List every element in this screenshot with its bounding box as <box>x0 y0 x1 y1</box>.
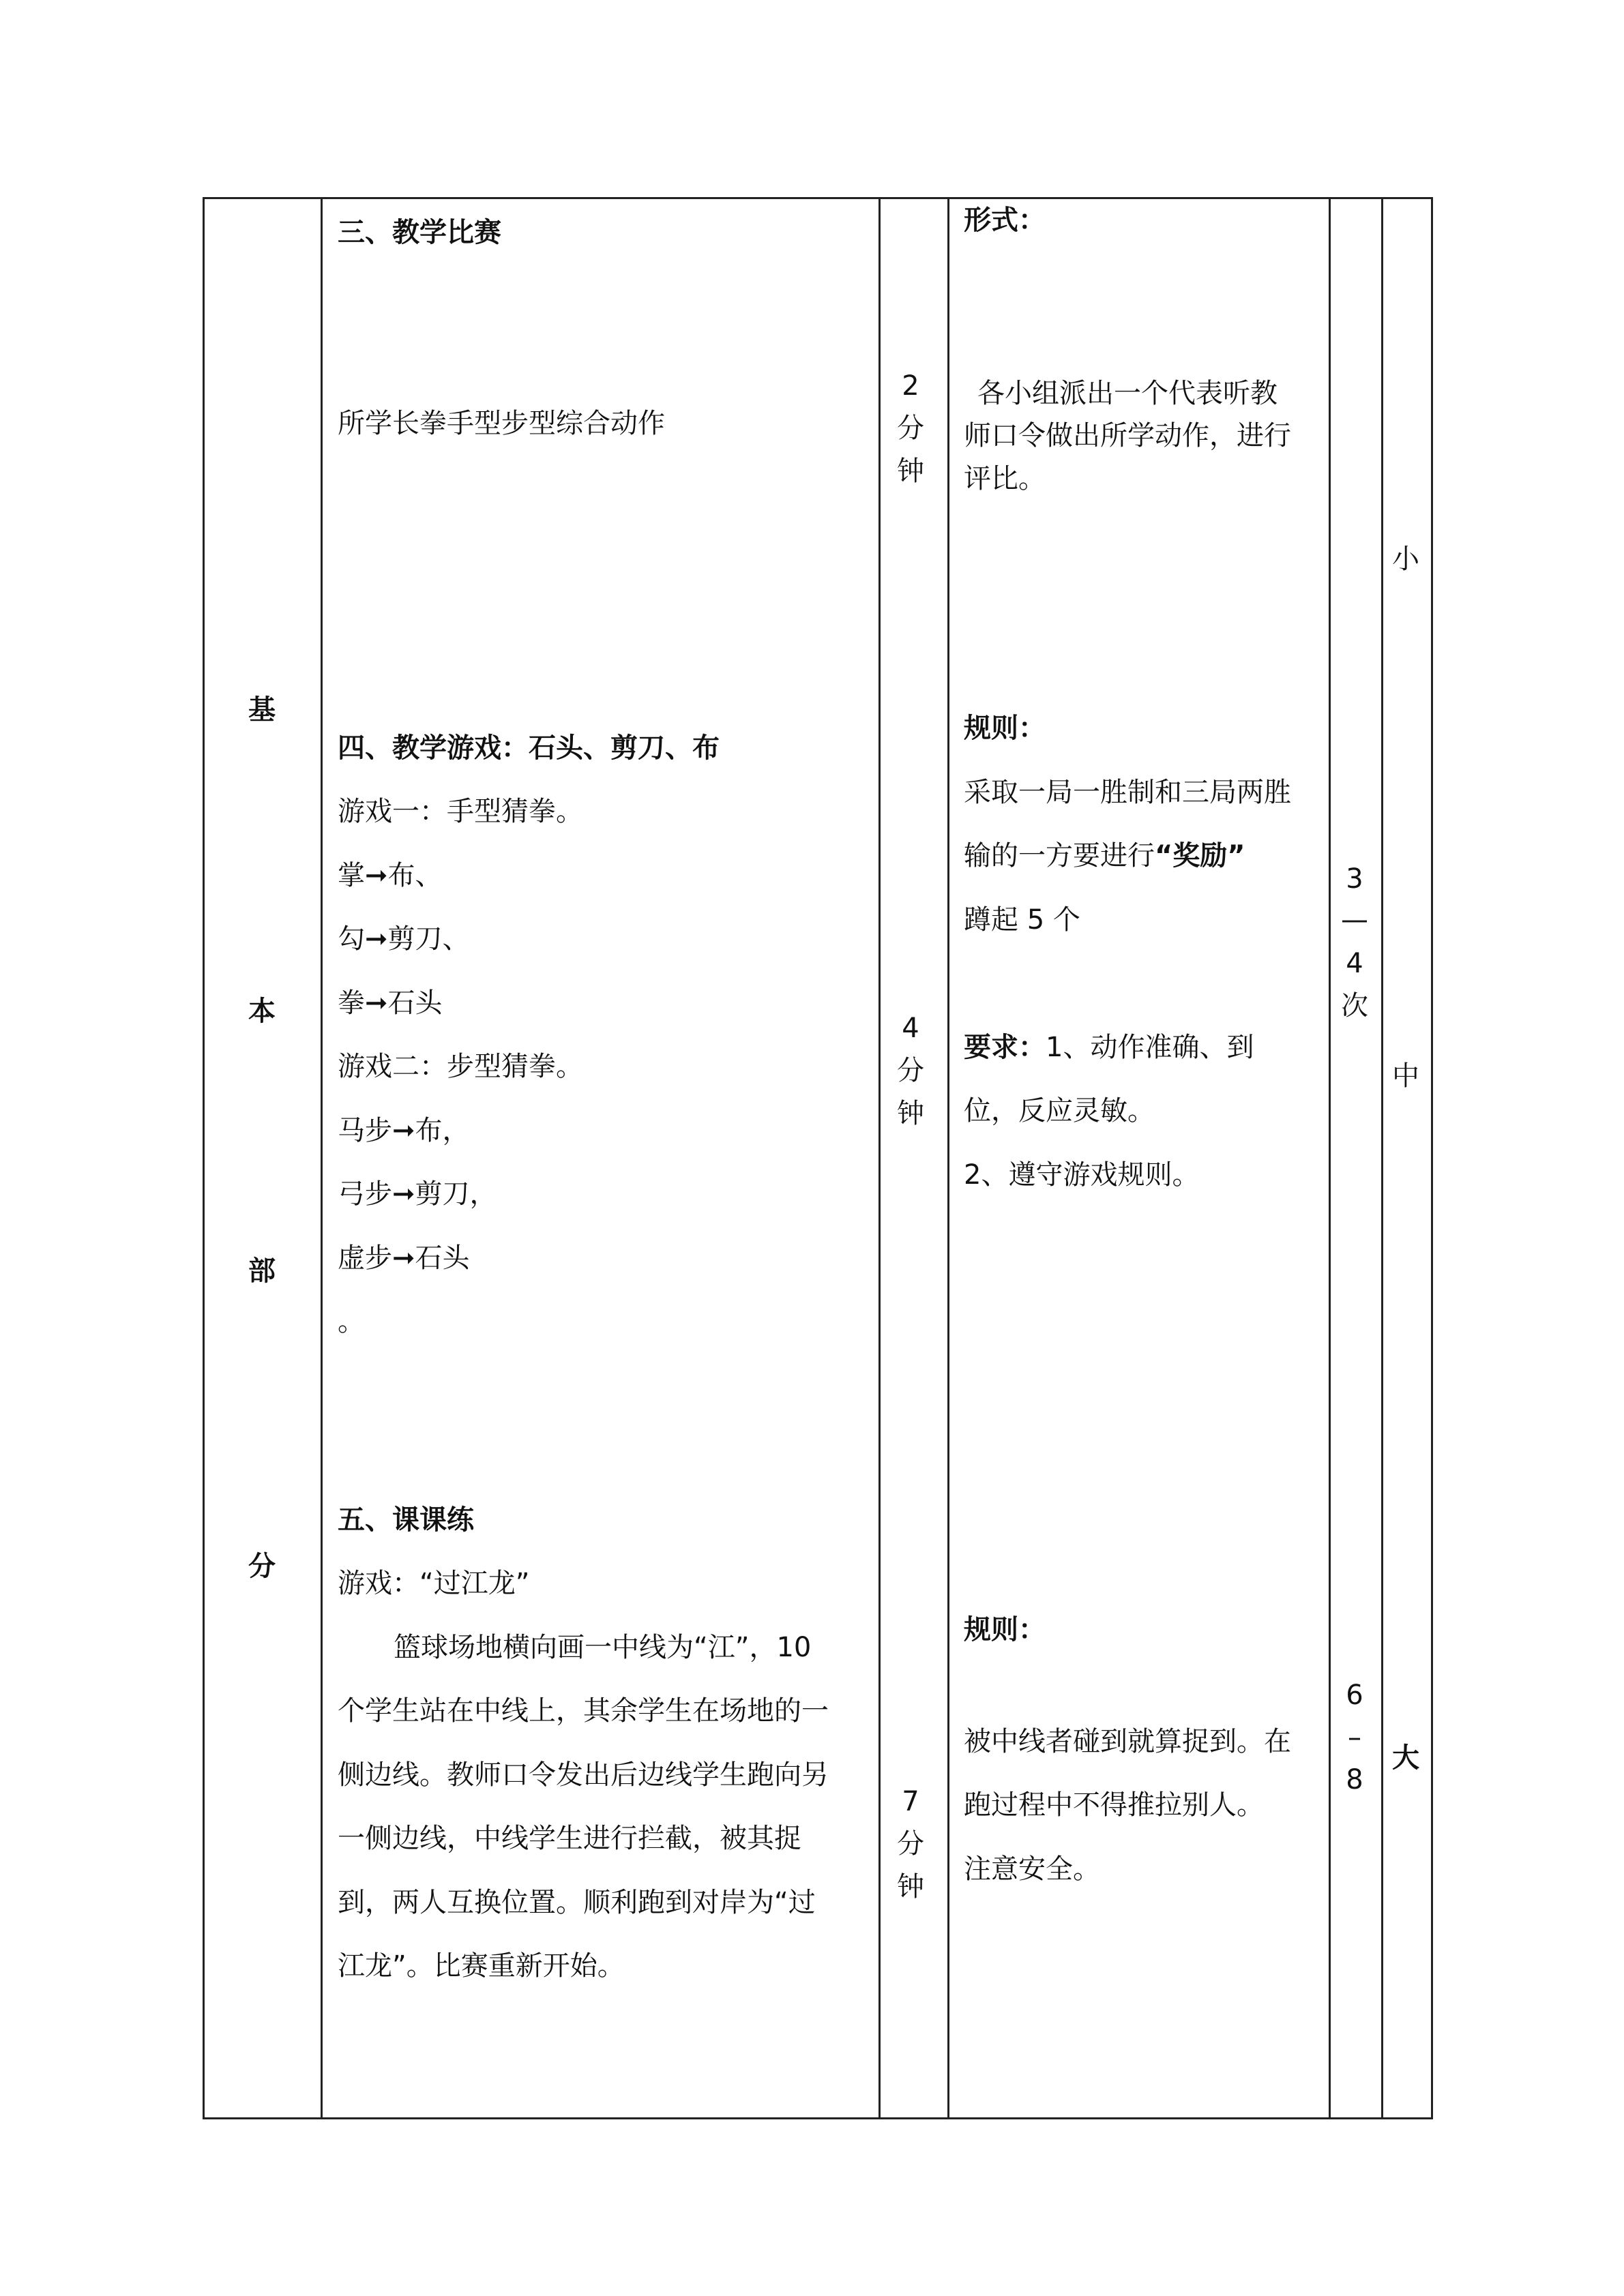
column-divider-3 <box>947 197 949 2119</box>
rule-label: 规则： <box>964 1614 1046 1645</box>
section-3-heading: 三、教学比赛 <box>338 217 501 248</box>
table-right-border <box>1431 197 1433 2119</box>
rule-line: 采取一局一胜制和三局两胜 <box>964 777 1291 808</box>
rule-line <box>964 839 1245 872</box>
form-label: 形式： <box>964 205 1046 236</box>
reward-emphasis: “奖励” <box>1155 840 1245 871</box>
section-label-char: 分 <box>248 1551 276 1582</box>
intensity-level: 大 <box>1392 1742 1419 1774</box>
section-4-line: 勾➞剪刀、 <box>338 923 470 955</box>
duration-unit-char: 钟 <box>897 1098 924 1129</box>
repetition-count: 6 <box>1346 1680 1363 1711</box>
requirement-text: 1、动作准确、到 <box>1046 1032 1254 1063</box>
section-5-line: 到，两人互换位置。顺利跑到对岸为“过 <box>338 1887 816 1918</box>
column-divider-4 <box>1329 197 1331 2119</box>
duration-value: 7 <box>902 1786 919 1817</box>
section-4-heading: 四、教学游戏：石头、剪刀、布 <box>338 732 720 764</box>
requirement-line: 2、遵守游戏规则。 <box>964 1159 1200 1191</box>
section-label-char: 本 <box>248 996 276 1027</box>
rule-line: 注意安全。 <box>964 1853 1100 1885</box>
intensity-level: 小 <box>1392 543 1419 575</box>
duration-unit-char: 分 <box>897 1055 924 1086</box>
section-4-line: 弓步➞剪刀， <box>338 1178 497 1210</box>
repetition-count: 8 <box>1346 1764 1363 1795</box>
requirement-label: 要求： <box>964 1032 1046 1063</box>
intensity-level: 中 <box>1392 1060 1419 1092</box>
form-line: 各小组派出一个代表听教 <box>977 378 1278 409</box>
column-divider-5 <box>1381 197 1383 2119</box>
table-left-border <box>203 197 205 2119</box>
section-5-line: 侧边线。教师口令发出后边线学生跑向另 <box>338 1759 829 1791</box>
section-5-game-title: 游戏：“过江龙” <box>338 1568 530 1599</box>
section-label-char: 部 <box>248 1255 276 1287</box>
section-5-line: 个学生站在中线上，其余学生在场地的一 <box>338 1695 829 1727</box>
section-5-line: 篮球场地横向画一中线为“江”，10 <box>394 1632 812 1663</box>
rule-label: 规则： <box>964 713 1046 744</box>
table-top-border <box>203 197 1431 199</box>
section-3-body: 所学长拳手型步型综合动作 <box>338 408 665 439</box>
repetition-count: – <box>1348 1722 1361 1753</box>
section-5-heading: 五、课课练 <box>338 1504 474 1536</box>
requirement-line <box>964 1031 1254 1064</box>
section-4-line: 游戏一：手型猜拳。 <box>338 796 583 827</box>
section-4-line: 马步➞布， <box>338 1115 470 1146</box>
section-4-line: 游戏二：步型猜拳。 <box>338 1051 583 1082</box>
section-4-line: 掌➞布、 <box>338 860 443 891</box>
form-line: 师口令做出所学动作，进行 <box>964 420 1291 451</box>
repetition-count: 3 <box>1346 863 1363 895</box>
duration-value: 2 <box>902 370 919 402</box>
repetition-count: 次 <box>1341 990 1368 1022</box>
form-line: 评比。 <box>964 463 1046 494</box>
rule-line: 被中线者碰到就算捉到。在 <box>964 1726 1291 1757</box>
rule-line: 蹲起 5 个 <box>964 904 1080 936</box>
column-divider-2 <box>879 197 881 2119</box>
section-4-line: 虚步➞石头 <box>338 1242 470 1274</box>
duration-unit-char: 钟 <box>897 1871 924 1903</box>
section-4-line: 拳➞石头 <box>338 987 443 1019</box>
section-4-line: 。 <box>338 1306 365 1337</box>
requirement-line: 位，反应灵敏。 <box>964 1095 1155 1127</box>
duration-value: 4 <box>902 1013 919 1044</box>
table-bottom-border <box>203 2117 1431 2119</box>
rule-line: 跑过程中不得推拉别人。 <box>964 1789 1264 1821</box>
duration-unit-char: 分 <box>897 1828 924 1860</box>
duration-unit-char: 钟 <box>897 456 924 487</box>
section-5-line: 江龙”。比赛重新开始。 <box>338 1950 625 1982</box>
duration-unit-char: 分 <box>897 413 924 444</box>
column-divider-1 <box>321 197 323 2119</box>
section-5-line: 一侧边线，中线学生进行拦截，被其捉 <box>338 1823 801 1854</box>
section-label-char: 基 <box>248 694 276 726</box>
repetition-count: — <box>1341 904 1368 936</box>
rule-line-text: 输的一方要进行 <box>964 840 1155 871</box>
repetition-count: 4 <box>1346 948 1363 979</box>
